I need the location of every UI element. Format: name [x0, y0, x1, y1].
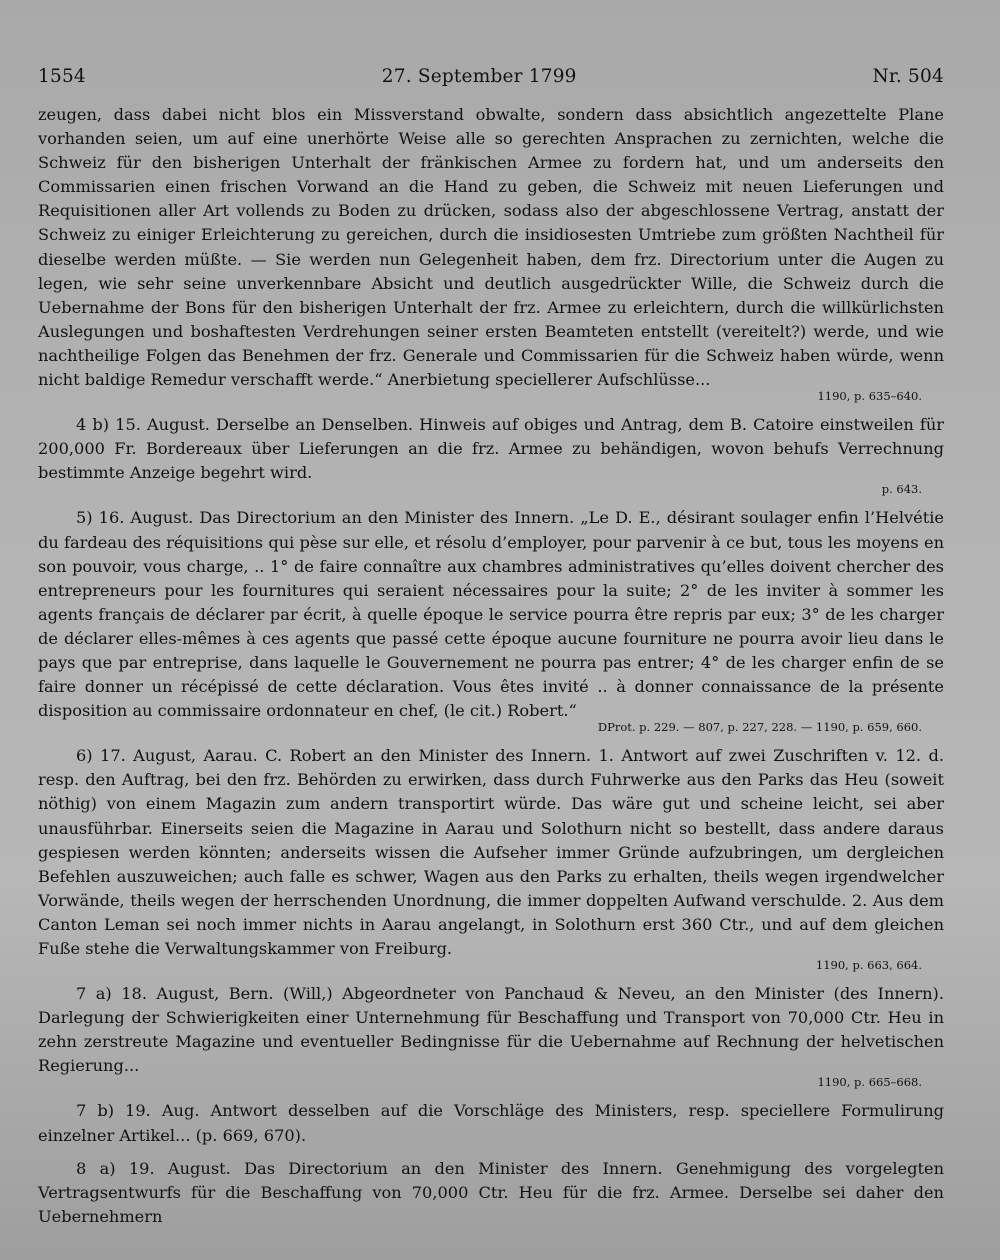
paragraph-text: 8 a) 19. August. Das Directorium an den Minister des Innern. Genehmigung des vorgelegten Vertragsentwurfs für die Beschaffung von 70,000 Ctr. Heu für die frz. Armee. Derselbe sei daher den Uebernehmern — [38, 1158, 944, 1226]
entry-8a — [38, 1157, 944, 1229]
paragraph-text: 7 b) 19. Aug. Antwort desselben auf die Vorschläge des Ministers, resp. speciellere Formulirung einzelner Artikel... (p. 669, 670). — [38, 1101, 944, 1145]
archive-reference: p. 643. — [881, 482, 922, 497]
entry-6 — [38, 744, 944, 973]
archive-reference: 1190, p. 665–668. — [817, 1075, 922, 1090]
document-number: Nr. 504 — [872, 66, 944, 87]
archive-reference: DProt. p. 229. — 807, p. 227, 228. — 1190, p. 659, 660. — [597, 720, 922, 735]
paragraph-continuation — [38, 103, 944, 404]
entry-7a — [38, 982, 944, 1090]
header-date: 27. September 1799 — [381, 66, 577, 87]
paragraph-text: zeugen, dass dabei nicht blos ein Missverstand obwalte, sondern dass absichtlich angezettelte Plane vorhanden seien, um auf eine unerhörte Weise alle so gerechten Ansprachen zu zernichten, welche die Schweiz für den bisherigen Unterhalt der fränkischen Armee zu fordern hat, und um anderseits den Commissarien einen frischen Vorwand an die Hand zu geben, die Schweiz mit neuen Lieferungen und Requisitionen aller Art vollends zu Boden zu drücken, sodass also der abgeschlossene Vertrag, anstatt der Schweiz zu einiger Erleichterung zu gereichen, durch die insidiosesten Umtriebe zum größten Nachtheil für dieselbe werden müßte. — Sie werden nun Gelegenheit haben, dem frz. Directorium unter die Augen zu legen, wie sehr seine unverkennbare Absicht und deutlich ausgedrückter Wille, die Schweiz durch die Uebernahme der Bons für den bisherigen Unterhalt der frz. Armee zu erleichtern, durch die willkürlichsten Auslegungen und boshaftesten Verdrehungen seiner ersten Beamteten entstellt (vereitelt?) werde, und wie nachtheilige Folgen das Benehmen der frz. Generale und Commissarien für die Schweiz haben würde, wenn nicht baldige Remedur verschafft werde.“ Anerbietung speciellerer Aufschlüsse... — [38, 105, 944, 390]
paragraph-text: 6) 17. August, Aarau. C. Robert an den Minister des Innern. 1. Antwort auf zwei Zuschriften v. 12. d. resp. den Auftrag, bei den frz. Behörden zu erwirken, dass durch Fuhrwerke aus den Parks das Heu (soweit nöthig) von einem Magazin zum andern transportirt würde. Das wäre gut und scheine leicht, sei aber unausführbar. Einerseits seien die Magazine in Aarau und Solothurn nicht so bestellt, dass andere daraus gespiesen werden könnten; anderseits wissen die Aufseher immer Gründe aufzubringen, um dergleichen Befehlen auszuweichen; auch falle es schwer, Wagen aus den Parks zu erhalten, theils wegen irgendwelcher Vorwände, theils wegen der herrschenden Unordnung, die immer doppelten Aufwand verschulde. 2. Aus dem Canton Leman sei noch immer nichts in Aarau angelangt, in Solothurn erst 360 Ctr., und auf dem gleichen Fuße stehe die Verwaltungskammer von Freiburg. — [38, 746, 944, 958]
paragraph-text: 4 b) 15. August. Derselbe an Denselben. Hinweis auf obiges und Antrag, dem B. Catoire einstweilen für 200,000 Fr. Bordereaux über Lieferungen an die frz. Armee zu behändigen, wovon behufs Verrechnung bestimmte Anzeige begehrt wird. — [38, 415, 944, 483]
entry-4b — [38, 413, 944, 497]
entry-7b — [38, 1099, 944, 1147]
paragraph-text: 7 a) 18. August, Bern. (Will,) Abgeordneter von Panchaud & Neveu, an den Minister (des Innern). Darlegung der Schwierigkeiten einer Unternehmung für Beschaffung und Transport von 70,000 Ctr. Heu in zehn zerstreute Magazine und eventueller Bedingnisse für die Uebernahme auf Rechnung der helvetischen Regierung... — [38, 984, 944, 1076]
paragraph-text: 5) 16. August. Das Directorium an den Minister des Innern. „Le D. E., désirant soulager enfin l’Helvétie du fardeau des réquisitions qui pèse sur elle, et résolu d’employer, pour parvenir à ce but, tous les moyens en son pouvoir, vous charge, .. 1° de faire connaître aux chambres administratives qu’elles doivent chercher des entrepreneurs pour les fournitures qui seraient nécessaires pour la suite; 2° de les inviter à sommer les agents français de déclarer par écrit, à quelle époque le service pourra être repris par eux; 3° de les charger de déclarer elles-mêmes à ces agents que passé cette époque aucune fourniture ne pourra avoir lieu dans le pays que par entreprise, dans laquelle le Gouvernement ne pourra pas entrer; 4° de les charger enfin de se faire donner un récépissé de cette déclaration. Vous êtes invité .. à donner connaissance de la présente disposition au commissaire ordonnateur en chef, (le cit.) Robert.“ — [38, 508, 944, 721]
archive-reference: 1190, p. 663, 664. — [815, 958, 922, 973]
entry-5 — [38, 506, 944, 735]
page-body — [38, 103, 944, 1229]
page-header — [38, 66, 944, 87]
page-number: 1554 — [38, 66, 86, 87]
archive-reference: 1190, p. 635–640. — [817, 389, 922, 404]
